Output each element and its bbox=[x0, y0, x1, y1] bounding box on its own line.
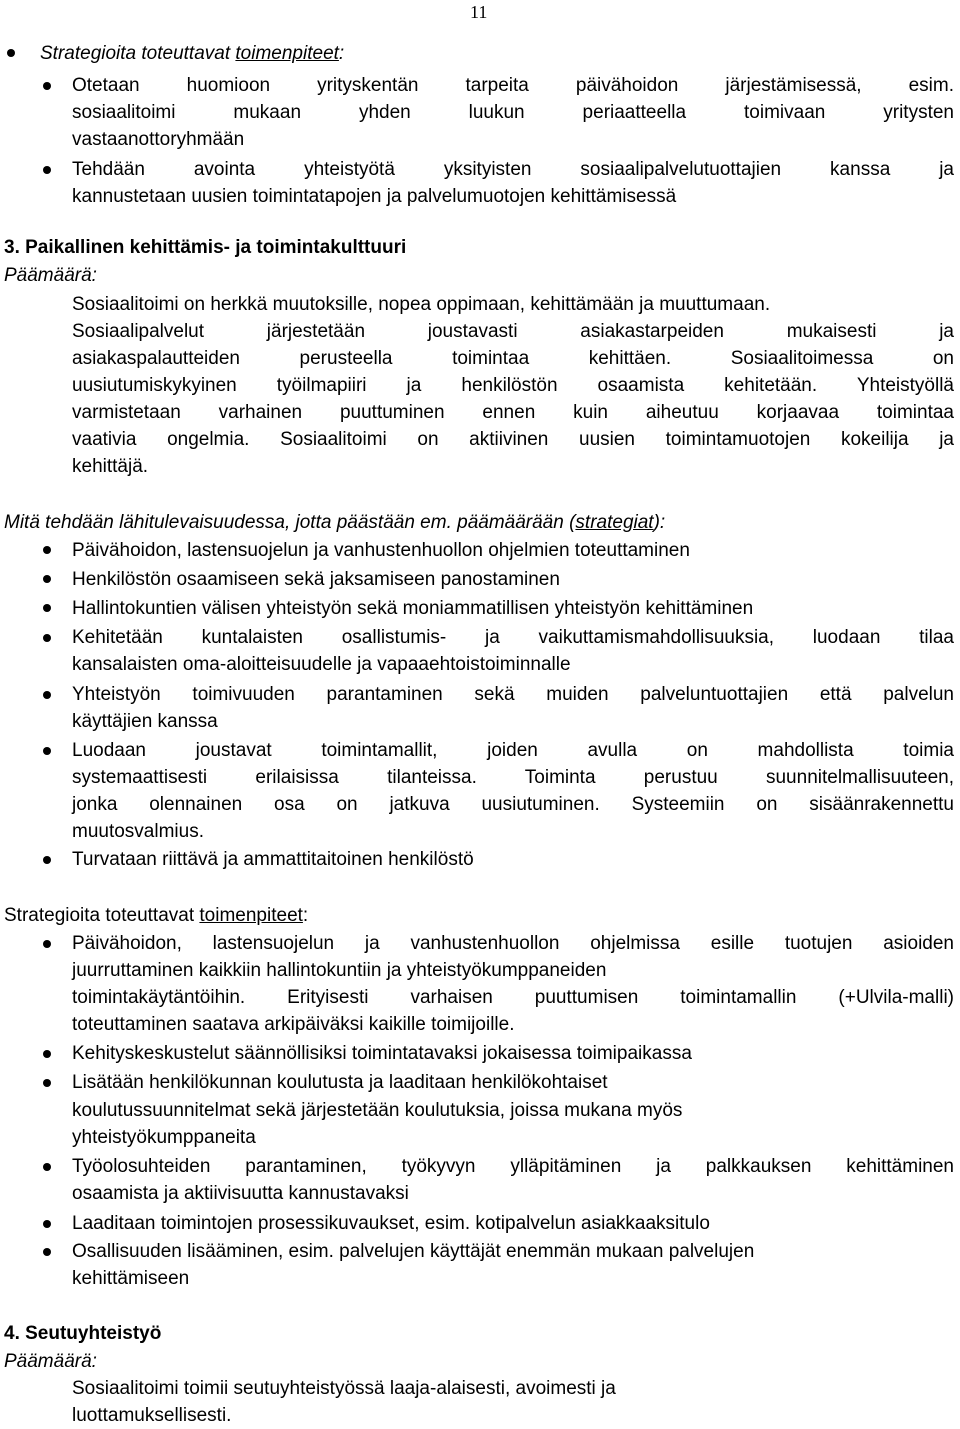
section-3-goal-line-1: Sosiaalitoimi on herkkä muutoksille, nopea oppimaan, kehittämään ja muuttumaan. bbox=[72, 294, 771, 315]
bullet bbox=[43, 1163, 51, 1171]
heading-prefix: Strategioita toteuttavat bbox=[40, 43, 236, 64]
measures-link: toimenpiteet bbox=[199, 905, 303, 926]
bullet bbox=[43, 1220, 51, 1228]
measures-suffix: : bbox=[302, 905, 309, 926]
top-item-1-line-2: sosiaalitoimi mukaan yhden luukun periaatteella toimivaan yritysten bbox=[72, 102, 954, 123]
section-3-goal-line-4: uusiutumiskykyinen työilmapiiri ja henkilöstön osaamista kehitetään. Yhteistyöllä bbox=[72, 375, 954, 396]
measure-6-line-1: Osallisuuden lisääminen, esim. palvelujen käyttäjät enemmän mukaan palvelujen bbox=[72, 1241, 755, 1262]
measure-2: Kehityskeskustelut säännöllisiksi toimintatavaksi jokaisessa toimipaikassa bbox=[72, 1043, 692, 1064]
measures-heading bbox=[4, 902, 308, 929]
measure-1-line-1: Päivähoidon, lastensuojelun ja vanhustenhuollon ohjelmissa esille tuotujen asioiden bbox=[72, 933, 954, 954]
strategy-6-line-3: jonka olennainen osa on jatkuva uusiutuminen. Systeemiin on sisäänrakennettu bbox=[72, 794, 954, 815]
section-3-goal-line-3: asiakaspalautteiden perusteella toimintaa kehittäen. Sosiaalitoimessa on bbox=[72, 348, 954, 369]
section-4-goal-line-2: luottamuksellisesti. bbox=[72, 1405, 232, 1426]
measure-1-line-2: juurruttaminen kaikkiin hallintokuntiin ja yhteistyökumppaneiden bbox=[72, 960, 607, 981]
strategy-4-line-2: kansalaisten oma-aloitteisuudelle ja vapaaehtoistoiminnalle bbox=[72, 654, 571, 675]
bullet bbox=[43, 604, 51, 612]
bullet bbox=[43, 1079, 51, 1087]
top-item-1-line-3: vastaanottoryhmään bbox=[72, 129, 245, 150]
section-3-goal-line-2: Sosiaalipalvelut järjestetään joustavasti asiakastarpeiden mukaisesti ja bbox=[72, 321, 954, 342]
strategy-6-line-2: systemaattisesti erilaisissa tilanteissa. Toiminta perustuu suunnitelmallisuuteen, bbox=[72, 767, 954, 788]
bullet bbox=[43, 1248, 51, 1256]
strategy-6-line-4: muutosvalmius. bbox=[72, 821, 204, 842]
strategy-5-line-2: käyttäjien kanssa bbox=[72, 711, 218, 732]
heading-suffix: : bbox=[338, 43, 345, 64]
measure-3-line-1: Lisätään henkilökunnan koulutusta ja laaditaan henkilökohtaiset bbox=[72, 1072, 608, 1093]
strategy-4-line-1: Kehitetään kuntalaisten osallistumis- ja vaikuttamismahdollisuuksia, luodaan tilaa bbox=[72, 627, 954, 648]
measure-1-line-3: toimintakäytäntöihin. Erityisesti varhaisen puuttumisen toimintamallin (+Ulvila-malli) bbox=[72, 987, 954, 1008]
strategy-1: Päivähoidon, lastensuojelun ja vanhustenhuollon ohjelmien toteuttaminen bbox=[72, 540, 690, 561]
measure-3-line-2: koulutussuunnitelmat sekä järjestetään koulutuksia, joissa mukana myös bbox=[72, 1100, 683, 1121]
measure-1-line-4: toteuttaminen saatava arkipäiväksi kaikille toimijoille. bbox=[72, 1014, 515, 1035]
top-item-2-line-1: Tehdään avointa yhteistyötä yksityisten sosiaalipalvelutuottajien kanssa ja bbox=[72, 159, 954, 180]
measure-4-line-1: Työolosuhteiden parantaminen, työkyvyn ylläpitäminen ja palkkauksen kehittäminen bbox=[72, 1156, 954, 1177]
measure-4-line-2: osaamista ja aktiivisuutta kannustavaksi bbox=[72, 1183, 409, 1204]
measure-5: Laaditaan toimintojen prosessikuvaukset, esim. kotipalvelun asiakkaaksitulo bbox=[72, 1213, 710, 1234]
measure-6-line-2: kehittämiseen bbox=[72, 1268, 190, 1289]
near-future-prefix: Mitä tehdään lähitulevaisuudessa, jotta päästään em. päämäärään ( bbox=[4, 512, 576, 533]
section-4-goal-label: Päämäärä: bbox=[4, 1351, 97, 1372]
page-number: 11 bbox=[470, 2, 488, 22]
bullet bbox=[43, 166, 51, 174]
section-3-goal-line-5: varmistetaan varhainen puuttuminen ennen kuin aiheutuu korjaavaa toimintaa bbox=[72, 402, 954, 423]
bullet bbox=[43, 546, 51, 554]
heading-link: toimenpiteet bbox=[235, 43, 339, 64]
bullet bbox=[43, 856, 51, 864]
top-item-1-line-1: Otetaan huomioon yrityskentän tarpeita päivähoidon järjestämisessä, esim. bbox=[72, 75, 954, 96]
bullet bbox=[43, 634, 51, 642]
measures-prefix: Strategioita toteuttavat bbox=[4, 905, 200, 926]
strategy-5-line-1: Yhteistyön toimivuuden parantaminen sekä muiden palveluntuottajien että palvelun bbox=[72, 684, 954, 705]
section-3-goal-line-6: vaativia ongelmia. Sosiaalitoimi on aktiivinen uusien toimintamuotojen kokeilija ja bbox=[72, 429, 954, 450]
bullet bbox=[43, 1050, 51, 1058]
bullet bbox=[43, 691, 51, 699]
section-3-goal-line-7: kehittäjä. bbox=[72, 456, 149, 477]
strategy-6-line-1: Luodaan joustavat toimintamallit, joiden avulla on mahdollista toimia bbox=[72, 740, 954, 761]
top-section-heading bbox=[40, 40, 344, 67]
near-future-heading bbox=[4, 509, 665, 536]
near-future-link: strategiat bbox=[575, 512, 654, 533]
near-future-suffix: ): bbox=[653, 512, 666, 533]
strategy-7: Turvataan riittävä ja ammattitaitoinen henkilöstö bbox=[72, 849, 474, 870]
bullet bbox=[43, 575, 51, 583]
section-3-goal-label: Päämäärä: bbox=[4, 265, 97, 286]
strategy-2: Henkilöstön osaamiseen sekä jaksamiseen panostaminen bbox=[72, 569, 560, 590]
bullet bbox=[43, 82, 51, 90]
bullet bbox=[7, 49, 15, 57]
section-3-title: 3. Paikallinen kehittämis- ja toimintakulttuuri bbox=[4, 237, 407, 258]
section-4-title: 4. Seutuyhteistyö bbox=[4, 1323, 162, 1344]
bullet bbox=[43, 747, 51, 755]
bullet bbox=[43, 940, 51, 948]
section-4-goal-line-1: Sosiaalitoimi toimii seutuyhteistyössä laaja-alaisesti, avoimesti ja bbox=[72, 1378, 616, 1399]
measure-3-line-3: yhteistyökumppaneita bbox=[72, 1127, 256, 1148]
top-item-2-line-2: kannustetaan uusien toimintatapojen ja palvelumuotojen kehittämisessä bbox=[72, 186, 677, 207]
strategy-3: Hallintokuntien välisen yhteistyön sekä moniammatillisen yhteistyön kehittäminen bbox=[72, 598, 754, 619]
